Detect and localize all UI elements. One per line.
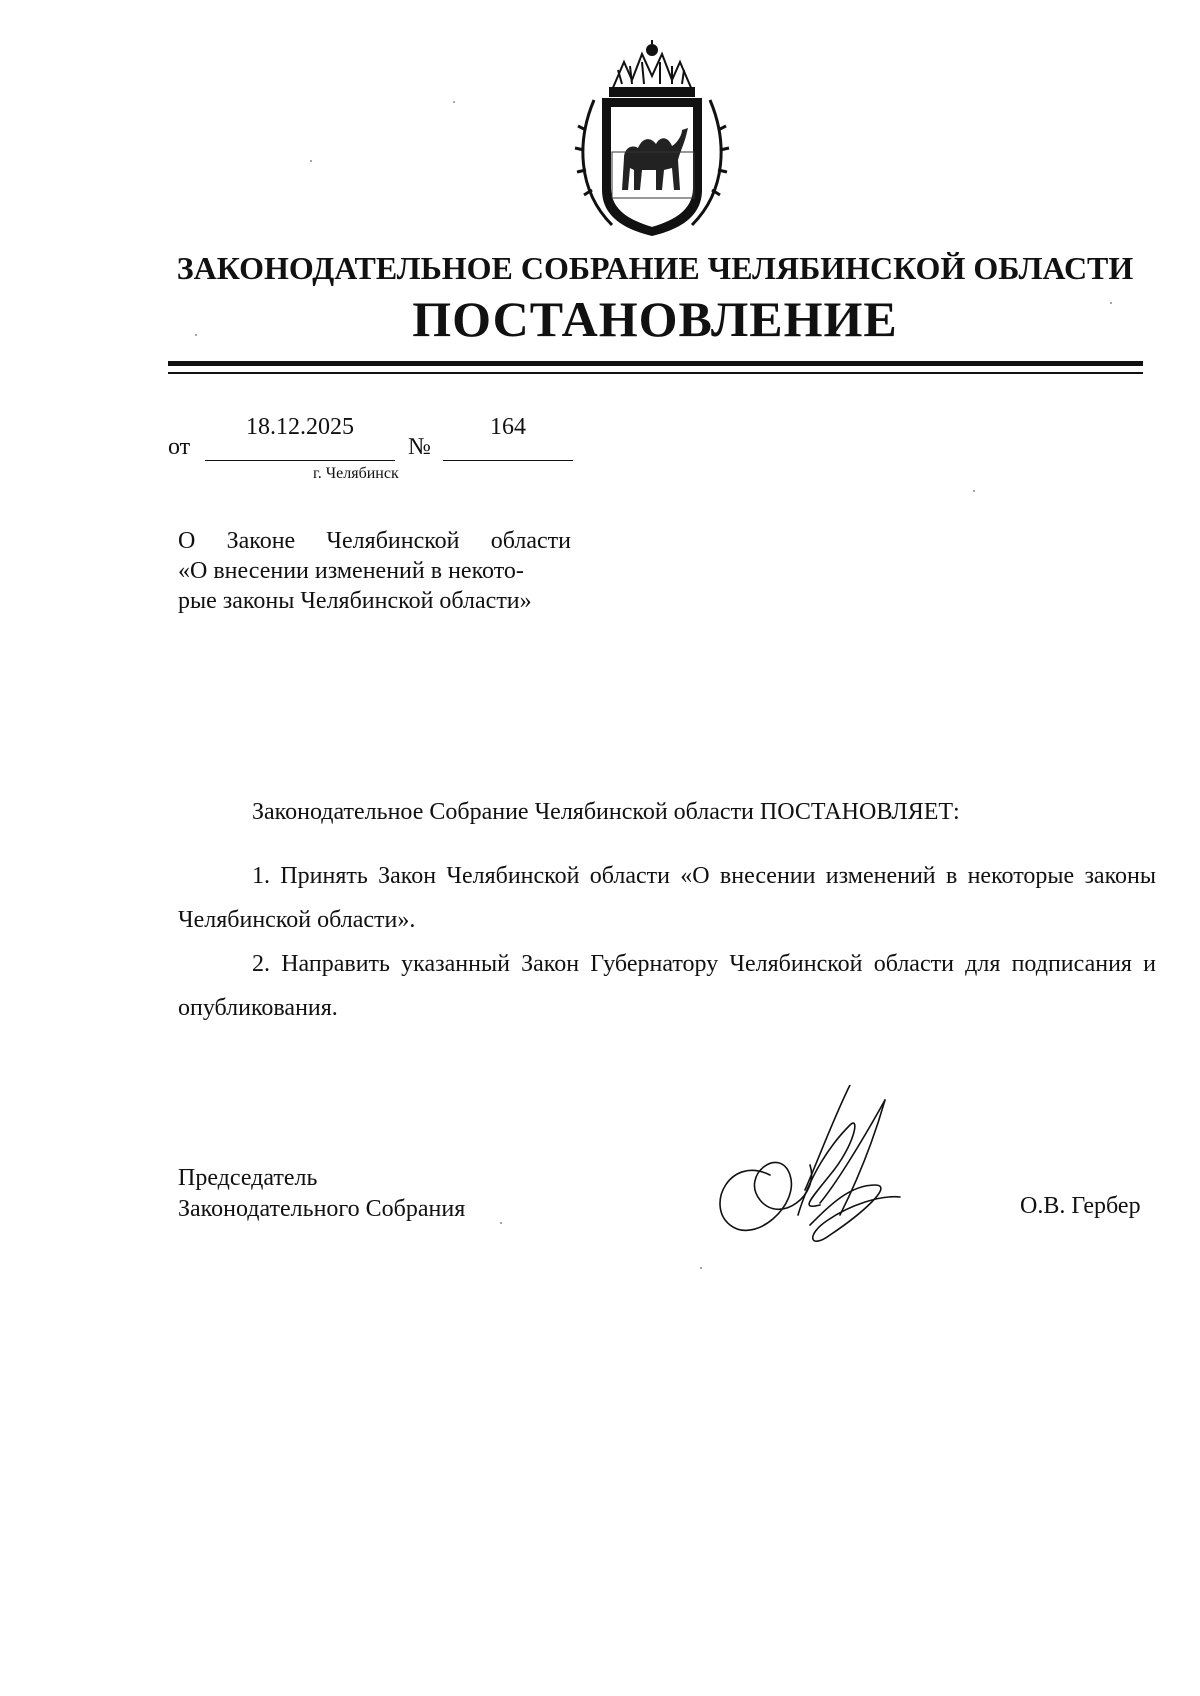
handwritten-signature	[710, 1085, 940, 1255]
coat-of-arms-emblem	[572, 40, 732, 240]
date-field	[205, 414, 395, 461]
header-divider-thin	[168, 372, 1143, 374]
number-sign: №	[408, 434, 431, 460]
resolution-item-1: 1. Принять Закон Челябинской области «О внесении изменений в некоторые законы Челябинской области».	[178, 863, 1156, 933]
date-prefix: от	[168, 434, 191, 460]
organization-title: ЗАКОНОДАТЕЛЬНОЕ СОБРАНИЕ ЧЕЛЯБИНСКОЙ ОБЛАСТИ	[176, 250, 1134, 286]
document-type-title: ПОСТАНОВЛЕНИЕ	[412, 291, 898, 347]
scan-speck	[973, 490, 975, 492]
header-divider-thick	[168, 361, 1143, 366]
document-number: 164	[490, 414, 526, 440]
scan-speck	[700, 1267, 702, 1269]
scan-speck	[500, 1222, 502, 1224]
signatory-title-line-2: Законодательного Собрания	[178, 1196, 466, 1222]
document-subject: О Законе Челябинской области «О внесении изменений в некото- рые законы Челябинской области»	[178, 528, 571, 614]
scan-speck	[195, 334, 197, 336]
signatory-title	[178, 1163, 465, 1225]
resolution-item-2: 2. Направить указанный Закон Губернатору Челябинской области для подписания и опубликования.	[178, 951, 1156, 1021]
number-field	[443, 414, 573, 461]
scan-speck	[1110, 302, 1112, 304]
signatory-title-line-1: Председатель	[178, 1165, 318, 1191]
resolution-intro: Законодательное Собрание Челябинской области ПОСТАНОВЛЯЕТ:	[252, 799, 960, 825]
scan-speck	[310, 160, 312, 162]
signatory-name: О.В. Гербер	[1020, 1193, 1141, 1219]
city-label: г. Челябинск	[313, 465, 399, 482]
document-body	[178, 790, 1156, 1030]
document-date: 18.12.2025	[246, 414, 354, 440]
scan-speck	[453, 101, 455, 103]
